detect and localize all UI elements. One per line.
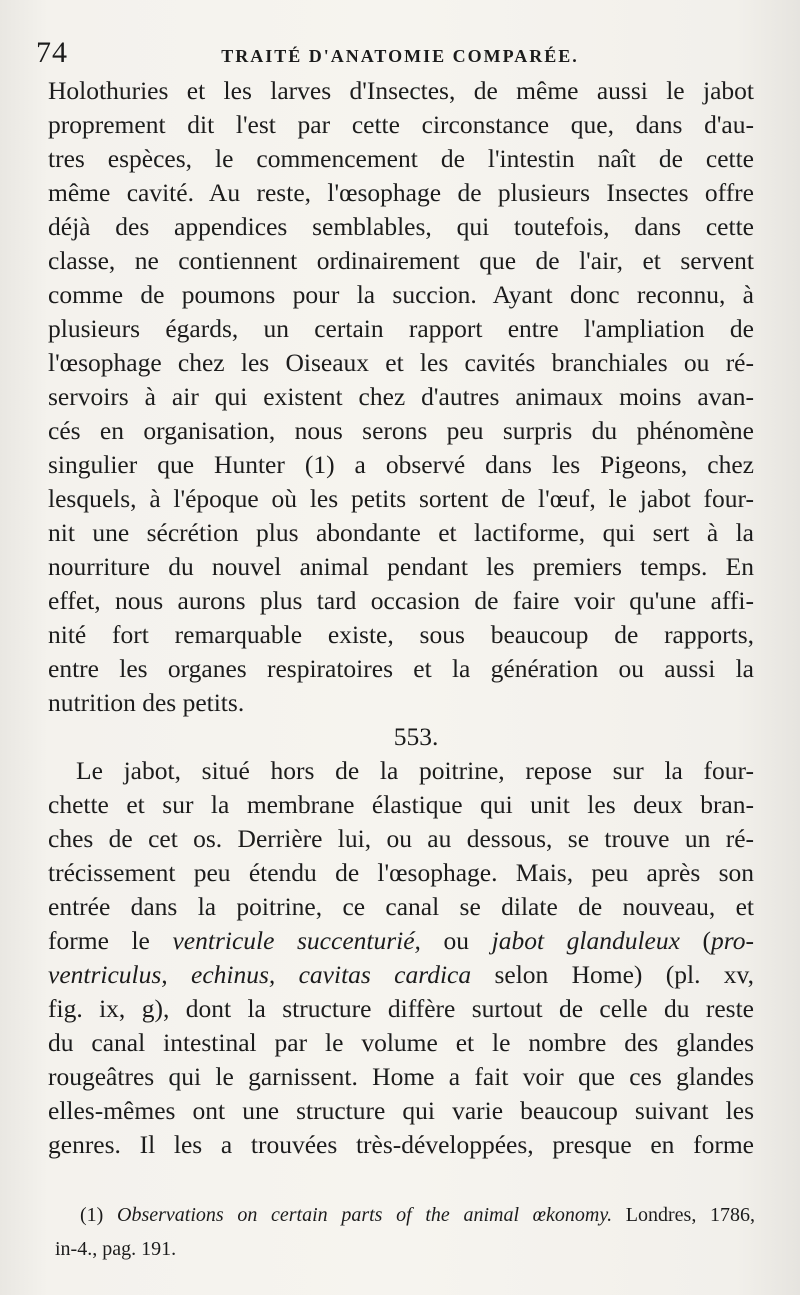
- page-number: 74: [36, 36, 68, 69]
- text-line: nité fort remarquable existe, sous beaucoup de rapports,: [48, 620, 754, 649]
- section-number: 553.: [393, 722, 439, 751]
- italic-term: ventriculus, echinus, cavitas cardica: [48, 960, 472, 989]
- text-line: entre les organes respiratoires et la génération ou aussi la: [48, 654, 754, 683]
- text-line: genres. Il les a trouvées très-développées, presque en forme: [48, 1130, 754, 1159]
- text-line: comme de poumons pour la succion. Ayant donc reconnu, à: [48, 280, 754, 309]
- text-line: Le jabot, situé hors de la poitrine, repose sur la four-: [76, 756, 754, 785]
- text-line: servoirs à air qui existent chez d'autres animaux moins avan-: [48, 382, 754, 411]
- text-run: (: [679, 926, 712, 955]
- footnote-title: Observations on certain parts of the animal œkonomy.: [117, 1204, 613, 1226]
- footnote-line: [55, 1198, 755, 1232]
- text-line: trécissement peu étendu de l'œsophage. Mais, peu après son: [48, 858, 754, 887]
- text-line: nutrition des petits.: [48, 688, 245, 717]
- running-head: TRAITÉ D'ANATOMIE COMPARÉE.: [221, 46, 579, 66]
- footnote-marker: (1): [80, 1204, 117, 1226]
- text-line-mixed: [48, 924, 754, 958]
- text-run: selon Home) (pl. xv,: [471, 960, 754, 989]
- body-text: [48, 74, 754, 1162]
- text-run: ou: [420, 926, 492, 955]
- text-line: effet, nous aurons plus tard occasion de faire voir qu'une affi-: [48, 586, 754, 615]
- italic-term: pro-: [711, 926, 754, 955]
- text-line: déjà des appendices semblables, qui toutefois, dans cette: [48, 212, 754, 241]
- text-line: nourriture du nouvel animal pendant les premiers temps. En: [48, 552, 754, 581]
- page-header: [36, 36, 764, 76]
- text-line: lesquels, à l'époque où les petits sortent de l'œuf, le jabot four-: [48, 484, 754, 513]
- text-line: plusieurs égards, un certain rapport entre l'ampliation de: [48, 314, 754, 343]
- text-line: du canal intestinal par le volume et le nombre des glandes: [48, 1028, 754, 1057]
- text-line: elles-mêmes ont une structure qui varie beaucoup suivant les: [48, 1096, 754, 1125]
- text-line-mixed: [48, 958, 754, 992]
- text-line: chette et sur la membrane élastique qui unit les deux bran-: [48, 790, 754, 819]
- text-line: tres espèces, le commencement de l'intestin naît de cette: [48, 144, 754, 173]
- text-line: Holothuries et les larves d'Insectes, de même aussi le jabot: [48, 76, 754, 105]
- text-run: forme le: [48, 926, 173, 955]
- text-line: fig. ix, g), dont la structure diffère surtout de celle du reste: [48, 994, 754, 1023]
- footnote: [55, 1198, 755, 1266]
- italic-term: jabot glanduleux: [491, 926, 680, 955]
- text-line: même cavité. Au reste, l'œsophage de plusieurs Insectes offre: [48, 178, 754, 207]
- text-line: proprement dit l'est par cette circonstance que, dans d'au-: [48, 110, 754, 139]
- italic-term: ventricule succenturié,: [172, 926, 421, 955]
- text-line: entrée dans la poitrine, ce canal se dilate de nouveau, et: [48, 892, 754, 921]
- text-line: rougeâtres qui le garnissent. Home a fait voir que ces glandes: [48, 1062, 754, 1091]
- footnote-text: Londres, 1786,: [612, 1204, 755, 1226]
- text-line: nit une sécrétion plus abondante et lactiforme, qui sert à la: [48, 518, 754, 547]
- text-line: singulier que Hunter (1) a observé dans les Pigeons, chez: [48, 450, 754, 479]
- text-line: classe, ne contiennent ordinairement que de l'air, et servent: [48, 246, 754, 275]
- footnote-line: in-4., pag. 191.: [55, 1238, 177, 1260]
- text-line: cés en organisation, nous serons peu surpris du phénomène: [48, 416, 754, 445]
- text-line: ches de cet os. Derrière lui, ou au dessous, se trouve un ré-: [48, 824, 754, 853]
- text-line: l'œsophage chez les Oiseaux et les cavités branchiales ou ré-: [48, 348, 754, 377]
